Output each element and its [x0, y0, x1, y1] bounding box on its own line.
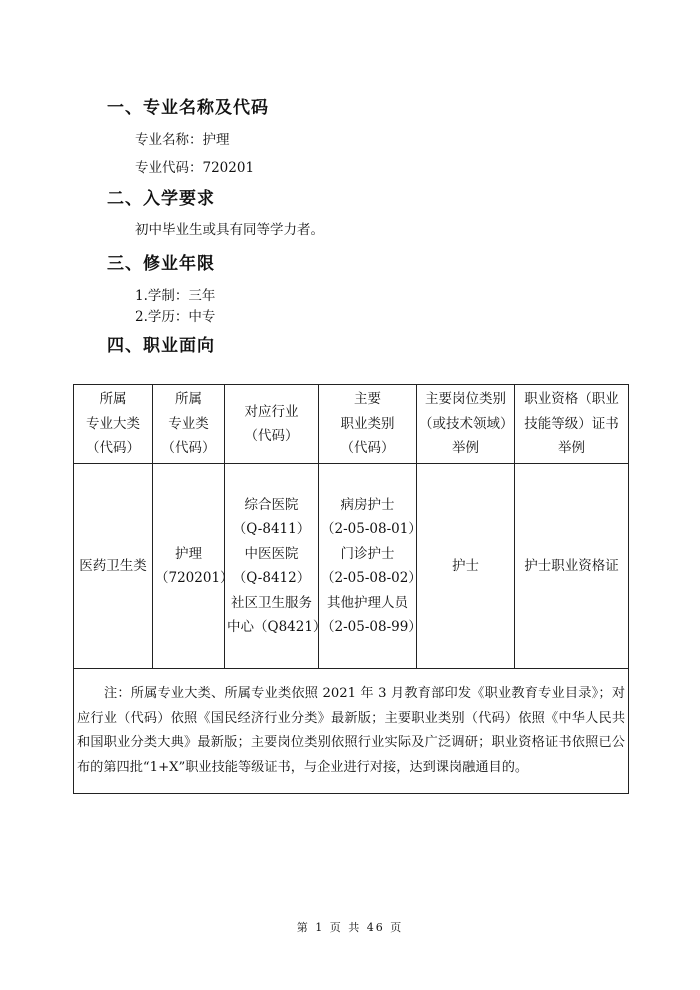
header-cell-occupation: 主要 职业类别 （代码） — [319, 385, 417, 464]
table-note-row — [74, 669, 629, 794]
cell-post: 护士 — [417, 464, 515, 669]
admission-requirement: 初中毕业生或具有同等学力者。 — [135, 222, 324, 238]
note-line: 人民共和国职业分类大典》最新版；主要岗位类别依照行业实际及广泛调研；职业资格证 — [77, 710, 626, 750]
major-name: 专业名称：护理 — [135, 132, 230, 148]
page-footer: 第 1 页 共 46 页 — [296, 921, 404, 934]
cell-certificate: 护士职业资格证 — [515, 464, 629, 669]
cell-industry: 综合医院 （Q-8411） 中医医院 （Q-8412） 社区卫生服务 中心（Q8421） — [225, 464, 319, 669]
table-row — [74, 464, 629, 669]
cell-occupation: 病房护士 （2-05-08-01） 门诊护士 （2-05-08-02） 其他护理人员 （2-05-08-99） — [319, 464, 417, 669]
header-cell-post: 主要岗位类别 （或技术领域） 举例 — [417, 385, 515, 464]
career-orientation-table — [73, 384, 629, 794]
header-cell-major-class: 所属 专业类 （代码） — [153, 385, 225, 464]
study-length: 1.学制：三年 — [135, 288, 216, 304]
section-1-title: 一、专业名称及代码 — [107, 98, 269, 118]
table-header-row — [74, 385, 629, 464]
major-code: 专业代码：720201 — [135, 160, 255, 176]
header-cell-major-category: 所属 专业大类 （代码） — [74, 385, 153, 464]
section-3-title: 三、修业年限 — [107, 254, 215, 274]
note-line: 注：所属专业大类、所属专业类依照 2021 年 3 月教育部印发《职业教育专业目录》； — [104, 686, 612, 701]
cell-major-category: 医药卫生类 — [74, 464, 153, 669]
education-level: 2.学历：中专 — [135, 309, 216, 325]
section-4-title: 四、职业面向 — [107, 336, 215, 356]
section-2-title: 二、入学要求 — [107, 189, 215, 209]
header-cell-industry: 对应行业 （代码） — [225, 385, 319, 464]
note-line: 对应行业（代码）依照《国民经济行业分类》最新版；主要职业类别（代码）依照《中华 — [77, 686, 626, 726]
note-line: 书依照已公布的第四批“1+X”职业技能等级证书，与企业进行对接，达到课岗融通目的。 — [77, 735, 625, 775]
table-note — [74, 669, 629, 794]
header-cell-certificate: 职业资格（职业 技能等级）证书 举例 — [515, 385, 629, 464]
cell-major-class: 护理 （720201） — [153, 464, 225, 669]
